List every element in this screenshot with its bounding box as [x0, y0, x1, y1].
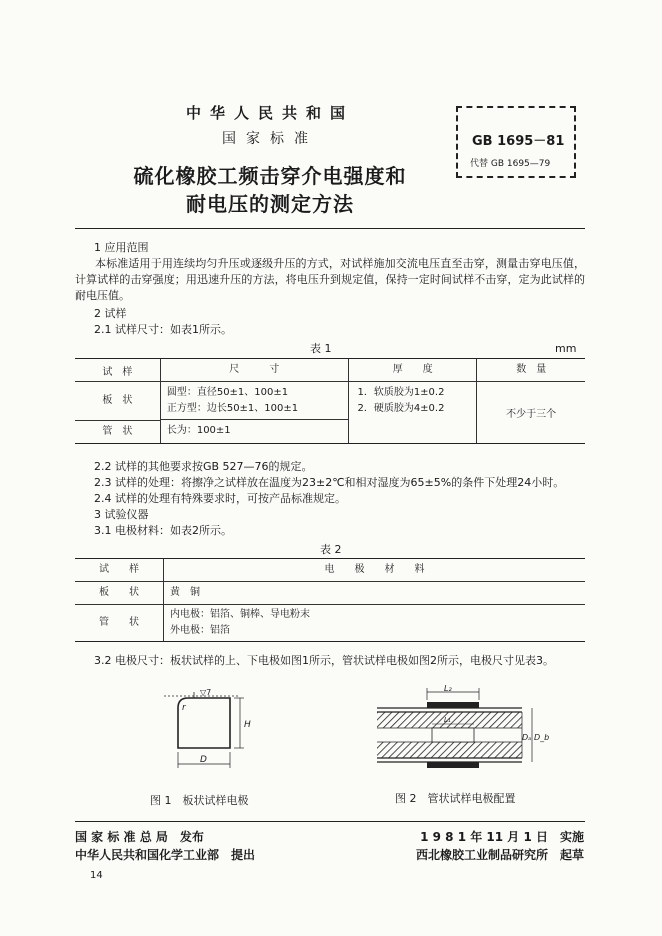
table-1-unit: mm	[555, 342, 577, 355]
figure-1-label-h: H	[244, 720, 251, 730]
figure-2-label-l1: L₁	[444, 716, 451, 724]
section-2-4: 2.4 试样的处理有特殊要求时，可按产品标准规定。	[94, 492, 346, 505]
section-3-heading: 3 试验仪器	[94, 508, 149, 521]
figure-1-label-d: D	[200, 755, 207, 765]
table-2-tube-outer: 外电极：铝箔	[170, 625, 230, 636]
section-3-2: 3.2 电极尺寸：板状试样的上、下电极如图1所示，管状试样电极如图2所示，电极尺寸见表3。	[94, 654, 554, 667]
section-1-heading: 1 应用范围	[94, 241, 149, 254]
section-2-2: 2.2 试样的其他要求按GB 527—76的规定。	[94, 460, 313, 473]
table-2-plate-material: 黄 铜	[163, 582, 585, 604]
standard-code-box	[456, 106, 576, 178]
table-1-tube-label: 管 状	[102, 426, 133, 437]
table-2-caption: 表 2	[320, 543, 342, 556]
table-1-header-thickness: 厚 度	[348, 359, 477, 381]
table-2-tube-inner: 内电极：铝箔、铜棒、导电粉末	[170, 609, 310, 620]
section-3-1: 3.1 电极材料：如表2所示。	[94, 524, 232, 537]
table-2	[75, 558, 585, 642]
doc-title-line1: 硫化橡胶工频击穿介电强度和	[133, 164, 407, 188]
standard-code: GB 1695－81	[472, 134, 565, 149]
standard-type: 国家标准	[222, 131, 318, 147]
footer-implementation-date: 1 9 8 1 年 11 月 1 日 实施	[420, 830, 584, 844]
table-1-header-size: 尺 寸	[160, 359, 348, 381]
footer-issuer: 国 家 标 准 总 局 发布	[75, 830, 204, 844]
table-2-plate-label: 板 状	[99, 587, 139, 598]
figure-2-label-db: D_b	[534, 733, 550, 742]
section-2-heading: 2 试样	[94, 307, 127, 320]
table-1-quantity: 不少于三个	[476, 382, 585, 443]
section-2-1: 2.1 试样尺寸：如表1所示。	[94, 323, 232, 336]
footer-proposer: 中华人民共和国化学工业部 提出	[75, 848, 256, 862]
table-1-thickness-soft: 1．软质胶为1±0.2	[357, 387, 445, 398]
table-1-plate-size-square: 正方型：边长50±1、100±1	[166, 403, 299, 414]
figure-1-label-r: r	[182, 703, 186, 713]
country-name: 中华人民共和国	[185, 104, 354, 122]
table-1-thickness-hard: 2．硬质胶为4±0.2	[357, 403, 445, 414]
table-1-tube-size: 长为：100±1	[166, 425, 231, 436]
replaces-code: 代替 GB 1695—79	[470, 159, 551, 169]
page-number: 14	[90, 870, 103, 881]
figure-2-label-l2: L₂	[444, 684, 452, 693]
table-1-header-quantity: 数 量	[476, 359, 585, 381]
footer-drafter: 西北橡胶工业制品研究所 起草	[415, 848, 584, 862]
section-1-text: 本标准适用于用连续均匀升压或逐级升压的方式，对试样施加交流电压直至击穿，测量击穿电压值，计算试样的击穿强度；用迅速升压的方法，将电压升到规定值，保持一定时间试样不击穿，定为此试样的耐电压值。	[75, 257, 585, 302]
table-1	[75, 358, 585, 444]
figure-1-plate-electrode	[160, 682, 270, 774]
figure-1-finish-mark: ▽7	[200, 688, 212, 697]
table-2-header-sample: 试 样	[99, 564, 139, 575]
table-1-plate-label: 板 状	[75, 382, 160, 421]
table-1-caption: 表 1	[310, 342, 332, 355]
section-2-3: 2.3 试样的处理：将擦净之试样放在温度为23±2℃和相对湿度为65±5%的条件下处理24小时。	[94, 476, 565, 489]
table-1-header-sample: 试 样	[102, 366, 133, 378]
figure-2-caption: 图 2 管状试样电极配置	[395, 792, 516, 805]
doc-title-line2: 耐电压的测定方法	[186, 192, 354, 216]
figure-2-tube-electrode	[372, 682, 552, 777]
footer-rule	[75, 821, 585, 822]
figure-2-label-da: Dₐ	[522, 733, 532, 742]
header-rule	[75, 228, 585, 229]
table-2-header-material: 电 极 材 料	[163, 559, 585, 581]
table-1-plate-size-round: 圆型：直径50±1、100±1	[166, 387, 289, 398]
figure-1-caption: 图 1 板状试样电极	[150, 794, 249, 807]
table-2-tube-label: 管 状	[99, 617, 139, 628]
